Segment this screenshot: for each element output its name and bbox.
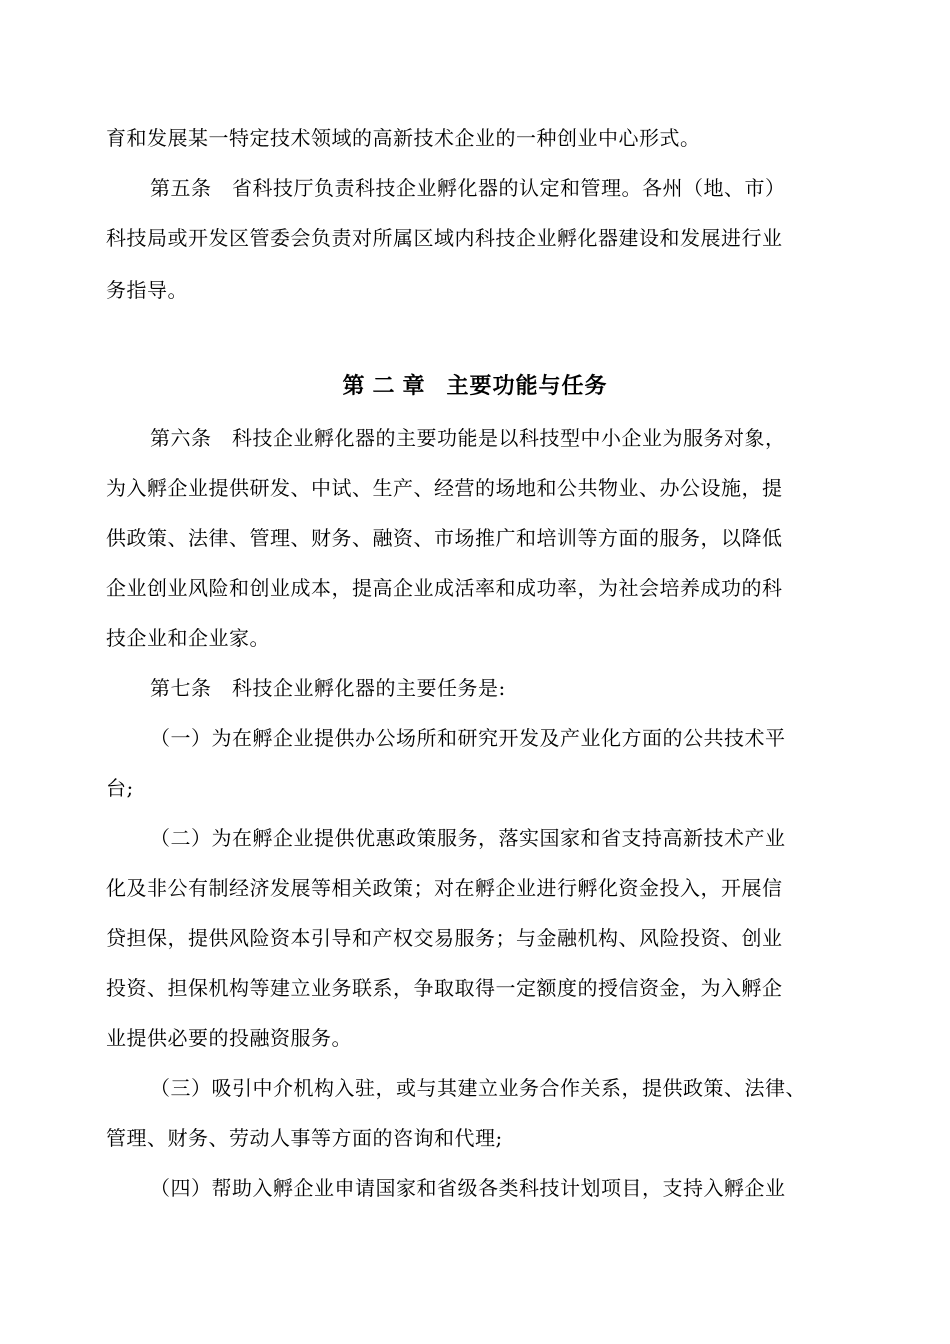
line-text: 化及非公有制经济发展等相关政策；对在孵企业进行孵化资金投入，开展信 (106, 876, 783, 900)
line-text: 第六条 科技企业孵化器的主要功能是以科技型中小企业为服务对象， (150, 426, 786, 450)
text-line (0, 174, 950, 202)
text-line (0, 224, 950, 252)
line-text: 投资、担保机构等建立业务联系，争取取得一定额度的授信资金，为入孵企 (106, 976, 783, 1000)
text-line (0, 1024, 950, 1052)
text-line (0, 924, 950, 952)
text-line (0, 974, 950, 1002)
text-line (0, 574, 950, 602)
line-text: 企业创业风险和创业成本，提高企业成活率和成功率，为社会培养成功的科 (106, 576, 783, 600)
text-line (0, 724, 950, 752)
line-text: 务指导。 (106, 278, 188, 302)
text-line (0, 1074, 950, 1102)
text-line (0, 1124, 950, 1152)
line-text: 科技局或开发区管委会负责对所属区域内科技企业孵化器建设和发展进行业 (106, 226, 783, 250)
text-line (0, 874, 950, 902)
line-text: 业提供必要的投融资服务。 (106, 1026, 352, 1050)
line-text: 技企业和企业家。 (106, 626, 270, 650)
line-text: （三）吸引中介机构入驻，或与其建立业务合作关系，提供政策、法律、 (150, 1076, 806, 1100)
text-line (0, 824, 950, 852)
line-text: 供政策、法律、管理、财务、融资、市场推广和培训等方面的服务，以降低 (106, 526, 783, 550)
text-line (0, 276, 950, 304)
text-line (0, 1174, 950, 1202)
line-text: 第五条 省科技厅负责科技企业孵化器的认定和管理。各州（地、市） (150, 176, 786, 200)
chapter-title (0, 372, 950, 402)
line-text: 为入孵企业提供研发、中试、生产、经营的场地和公共物业、办公设施，提 (106, 476, 783, 500)
text-line (0, 774, 950, 802)
text-line (0, 674, 950, 702)
text-line (0, 524, 950, 552)
line-text: （四）帮助入孵企业申请国家和省级各类科技计划项目，支持入孵企业 (150, 1176, 786, 1200)
text-line (0, 124, 950, 152)
line-text: 台; (106, 776, 134, 800)
text-line (0, 624, 950, 652)
line-text: 管理、财务、劳动人事等方面的咨询和代理; (106, 1126, 503, 1150)
line-text: （一）为在孵企业提供办公场所和研究开发及产业化方面的公共技术平 (150, 726, 786, 750)
line-text: 第七条 科技企业孵化器的主要任务是: (150, 676, 506, 700)
text-line (0, 424, 950, 452)
chapter-number: 第二章 (342, 374, 433, 399)
chapter-name: 主要功能与任务 (446, 374, 608, 399)
line-text: 育和发展某一特定技术领域的高新技术企业的一种创业中心形式。 (106, 126, 701, 150)
line-text: 贷担保，提供风险资本引导和产权交易服务；与金融机构、风险投资、创业 (106, 926, 783, 950)
line-text: （二）为在孵企业提供优惠政策服务，落实国家和省支持高新技术产业 (150, 826, 786, 850)
text-line (0, 474, 950, 502)
